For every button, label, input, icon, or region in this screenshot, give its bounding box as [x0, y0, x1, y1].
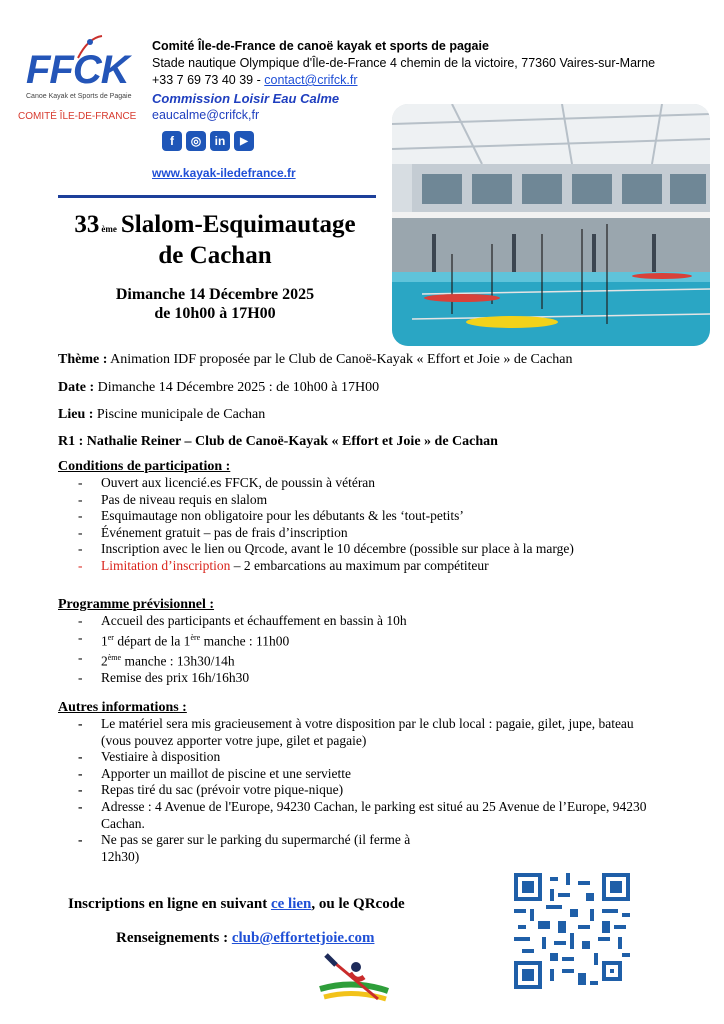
list-item: - Ouvert aux licencié.es FFCK, de poussin à vétéran: [78, 475, 376, 490]
date-line: [58, 379, 379, 397]
contact-email-link[interactable]: contact@crifck.fr: [264, 73, 358, 87]
website-link[interactable]: www.kayak-iledefrance.fr: [152, 166, 296, 180]
conditions-heading: Conditions de participation :: [58, 459, 231, 474]
youtube-icon[interactable]: ▶: [234, 131, 254, 151]
social-links: [162, 131, 254, 151]
facebook-icon[interactable]: f: [162, 131, 182, 151]
event-number: 33: [74, 211, 100, 238]
list-item: - Vestiaire à disposition: [78, 749, 221, 765]
list-item: - Accueil des participants et échauffement en bassin à 10h: [78, 613, 407, 628]
inscription-line: Inscriptions en ligne en suivant ce lien, ou le QRcode: [68, 896, 405, 912]
list-item: - 2ème manche : 13h30/14h: [78, 649, 235, 669]
limit-red: Limitation d’inscription: [101, 557, 231, 573]
autres-list: [58, 716, 658, 865]
header-rule: [58, 195, 376, 198]
linkedin-icon[interactable]: in: [210, 131, 230, 151]
org-title: Comité Île-de-France de canoë kayak et sports de pagaie: [152, 39, 489, 53]
event-number-suffix: ème: [101, 224, 117, 234]
theme-value: Animation IDF proposée par le Club de Canoë-Kayak « Effort et Joie » de Cachan: [107, 352, 573, 367]
logo-subtitle: Canoe Kayak et Sports de Pagaie: [26, 93, 132, 100]
conditions-list: [58, 475, 574, 575]
theme-label: Thème :: [58, 352, 108, 367]
date-label: Date :: [58, 380, 95, 395]
event-time: de 10h00 à 17H00: [154, 305, 276, 322]
logo-comite: COMITÉ ÎLE-DE-FRANCE: [18, 111, 137, 122]
event-title-line2: de Cachan: [158, 242, 272, 269]
list-item: - Événement gratuit – pas de frais d’inscription: [78, 524, 348, 540]
lieu-value: Piscine municipale de Cachan: [93, 407, 266, 422]
inscription-link[interactable]: ce lien: [270, 896, 312, 912]
list-item: - Esquimautage non obligatoire pour les débutants & les ‘tout-petits’: [78, 508, 464, 524]
renseignements-line: Renseignements : club@effortetjoie.com: [116, 930, 375, 946]
event-title-line1: [50, 210, 380, 240]
org-phone: +33 7 69 73 40 39 -: [152, 73, 265, 87]
list-item: - 1er départ de la 1ère manche : 11h00: [78, 629, 290, 649]
autres-heading: Autres informations :: [58, 700, 187, 715]
lieu-line: [58, 406, 265, 424]
r1-line: R1 : Nathalie Reiner – Club de Canoë-Kayak « Effort et Joie » de Cachan: [58, 434, 498, 449]
org-contact: [152, 72, 358, 89]
qr-code[interactable]: [514, 873, 630, 989]
list-item: - Remise des prix 16h/16h30: [78, 669, 250, 685]
list-item: - Pas de niveau requis en slalom: [78, 491, 268, 507]
theme-line: [58, 351, 573, 369]
programme-heading: Programme prévisionnel :: [58, 597, 215, 612]
list-item: - Adresse : 4 Avenue de l'Europe, 94230 Cachan, le parking est situé au 25 Avenue de l’Europe, 94230 Cachan.: [78, 798, 647, 831]
org-address: Stade nautique Olympique d'Île-de-France 4 chemin de la victoire, 77360 Vaires-sur-Marne: [152, 56, 656, 70]
list-item: - Repas tiré du sac (prévoir votre pique-nique): [78, 782, 344, 798]
list-item: - Inscription avec le lien ou Qrcode, avant le 10 décembre (possible sur place à la marge): [78, 541, 574, 557]
event-date: Dimanche 14 Décembre 2025: [115, 286, 315, 303]
list-item: - Le matériel sera mis gracieusement à votre disposition par le club local : pagaie, gilet, jupe, bateau (vous pouvez apporter votre jupe, gilet et pagaie): [78, 716, 634, 748]
commission-email: eaucalme@crifck,fr: [152, 108, 260, 122]
commission-name: Commission Loisir Eau Calme: [152, 91, 340, 106]
lieu-label: Lieu :: [58, 407, 94, 422]
paddler-logo-icon: [74, 34, 104, 60]
pool-photo: [392, 104, 710, 346]
club-email-link[interactable]: club@effortetjoie.com: [231, 930, 375, 946]
programme-list: [58, 613, 407, 686]
list-item: - Apporter un maillot de piscine et une serviette: [78, 765, 352, 781]
date-value: Dimanche 14 Décembre 2025 : de 10h00 à 17H00: [94, 380, 380, 395]
list-item: - Limitation d’inscription – 2 embarcations au maximum par compétiteur: [78, 557, 489, 573]
ffck-logo: FFCK: [26, 48, 129, 92]
instagram-icon[interactable]: ◎: [186, 131, 206, 151]
event-title: Slalom-Esquimautage: [120, 211, 356, 238]
club-paddler-logo: [316, 949, 392, 1007]
list-item: - Ne pas se garer sur le parking du supermarché (il ferme à 12h30): [78, 832, 411, 864]
